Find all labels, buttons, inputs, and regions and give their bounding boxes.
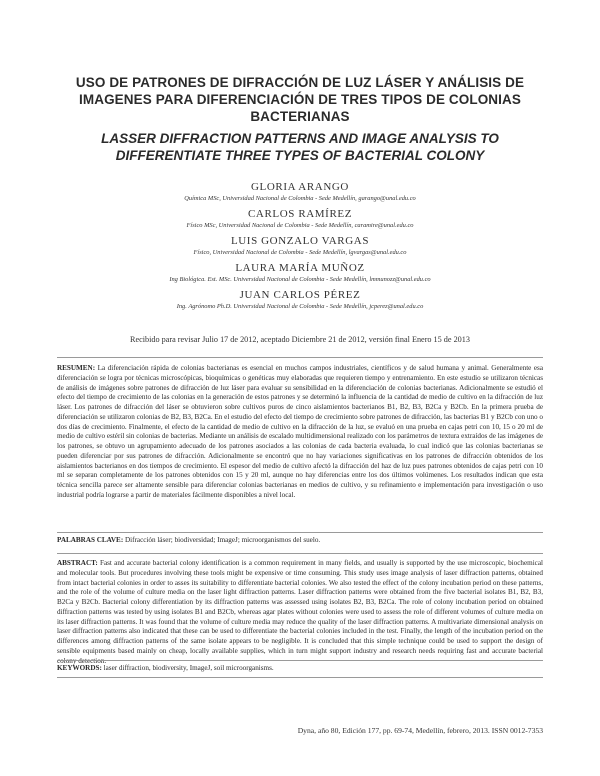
resumen-section — [57, 364, 543, 501]
author-affiliation: Ing. Agrónomo Ph.D. Universidad Nacional de Colombia - Sede Medellín, jcperez@unal.edu.co — [176, 303, 424, 310]
palabras-clave-section — [57, 536, 543, 546]
keywords-text: laser diffraction, biodiversity, ImageJ, soil microorganisms. — [103, 664, 274, 672]
author-name: JUAN CARLOS PÉREZ — [239, 289, 361, 301]
abstract-text: Fast and accurate bacterial colony identification is a common requirement in many fields, and usually is supported by the use microscopic, biochemical and molecular tools. But procedures involving these tools might be expensive or time consuming. This study uses image analysis of laser diffraction patterns, obtained from intact bacterial colonies in order to asses its suitability to differentiate bacterial colonies. We also tested the effect of the colony incubation period on these patterns, and the role of the volume of culture media on the laser light diffraction patterns. Laser diffraction patterns were obtained from the five bacterial isolates B1, B2, B3, B2Ca y B2Cb. Bacterial colony differentiation by its diffraction patterns was assessed using isolates B2, B3, B2Ca. The role of colony incubation period on obtained diffraction patterns was tested by using isolates B1 and B2Cb, whereas agar plates without colonies were used to assess the role of different volumes of culture media on its laser diffraction patterns. It was found that the volume of culture media may reduce the quality of the laser diffraction patterns. A multivariate dimensional analysis on laser diffraction patterns also indicated that these can be used to differentiate the bacterial colonies included in the test. Finally, the length of the incubation period on the differences among diffraction patterns of the same isolate appears to be negligible. It is concluded that this simple technique could be used to support the design of sensible equipments based mainly on cheap, locally available supplies, which in turn might support industry and research needs requiring fast and accurate bacterial — [57, 559, 543, 655]
received-dates: Recibido para revisar Julio 17 de 2012, aceptado Diciembre 21 de 2012, versión final Enero 15 de 2013 — [130, 335, 470, 344]
author-affiliation: Química MSc, Universidad Nacional de Colombia - Sede Medellín, garango@unal.edu.co — [184, 195, 416, 202]
divider — [57, 357, 543, 358]
author-affiliation: Físico MSc, Universidad Nacional de Colombia - Sede Medellín, caramire@unal.edu.co — [186, 222, 414, 229]
resumen-text: La diferenciación rápida de colonias bacterianas es esencial en muchos campos industriales, científicos y de salud humana y animal. Generalmente esa diferenciación se logra por técnicas microscópicas, bioquímicas o genéticas muy elaboradas que requieren tiempo y entrenamiento. En este estudio se utilizaron técnicas de análisis de imágenes sobre patrones de difracción de luz láser para evaluar su sensibilidad en la diferenciación de colonias bacterianas. Adicionalmente se estudió el efecto del tiempo de crecimiento de las colonias en la generación de estos patrones y se determinó la influencia de la cantidad de medio de cultivo en la difracción de luz láser. Los patrones de difracción del láser se obtuvieron sobre cultivos puros de cinco aislamientos bacterianos B1, B2, B3, B2Ca y B2Cb. En la primera prueba de diferenciación se utilizaron colonias de B2, B3, B2Ca. En el estudio del efecto del tiempo de crecimiento sobre patrones de difracción, las bacterias B1 y B2Cb con uno o dos días de crecimiento. Finalmente, el efecto de la cantidad de medio de cultivo en la difracción de la luz, se evaluó en una prueba en cajas petri con 10, 15 o 20 ml de medio de cultivo estéril sin colonias de bacterias. Mediante un análisis de escalado multidimensional realizado con los parámetros de textura extraídos de las imágenes de los patrones, se obtuvo un agrupamiento adecuado de los patrones asociados a las colonias de cada bacteria evaluada, lo cual indicó que las colonias bacterianas se pueden diferenciar por sus patrones de difracción. Adicionalmente se encontró que no hay variaciones significativas en los patrones de difracción obtenidos de los aislamientos bacterianos en dos tiempos de crecimiento. El espesor del medio de cultivo afectó la difracción del haz de luz pues patrones obtenidos de cajas petri con 10 ml se separan completamente de los patrones obtenidos con 15 y 20 ml, aunque no hay diferencias entre los dos últimos volúmenes. Los resultados indican que esta técnica sencilla parece ser altamente sensible para diferenciar colonias bacterianas en medios de cultivo, y su refinamiento e implementación para investigación o uso industrial podría lograrse a partir de materiales fácilmente disponibles a nivel local. — [57, 364, 543, 499]
spanish-title: USO DE PATRONES DE DIFRACCIÓN DE LUZ LÁSER Y ANÁLISIS DE IMAGENES PARA DIFERENCIACIÓN DE TRES TIPOS DE COLONIAS BACTERIANAS — [75, 75, 525, 124]
author-affiliation: Físico, Universidad Nacional de Colombia - Sede Medellín, lgvargas@unal.edu.co — [193, 249, 407, 256]
author-name: LUIS GONZALO VARGAS — [230, 235, 370, 247]
keywords-section — [57, 664, 543, 674]
abstract-label: ABSTRACT: — [57, 559, 98, 567]
divider — [57, 553, 543, 554]
english-title: LASSER DIFFRACTION PATTERNS AND IMAGE ANALYSIS TO DIFFERENTIATE THREE TYPES OF BACTERIAL COLONY — [101, 131, 499, 163]
divider — [57, 532, 543, 533]
journal-footer: Dyna, año 80, Edición 177, pp. 69-74, Medellín, febrero, 2013. ISSN 0012-7353 — [297, 726, 543, 735]
author-name: GLORIA ARANGO — [251, 181, 349, 193]
divider — [57, 660, 543, 661]
divider — [57, 677, 543, 678]
palabras-clave-label: PALABRAS CLAVE: — [57, 536, 124, 544]
author-name: CARLOS RAMÍREZ — [247, 208, 353, 220]
author-name: LAURA MARÍA MUÑOZ — [235, 262, 365, 274]
keywords-label: KEYWORDS: — [57, 664, 102, 672]
authors-block — [70, 181, 530, 316]
abstract-section — [57, 559, 543, 666]
resumen-label: RESUMEN: — [57, 364, 96, 372]
author-affiliation: Ing Biológica. Est. MSc. Universidad Nacional de Colombia - Sede Medellín, lmmunozz@unal.edu.co — [169, 276, 431, 283]
palabras-clave-text: Difracción láser; biodiversidad; ImageJ; microorganismos del suelo. — [125, 536, 321, 544]
